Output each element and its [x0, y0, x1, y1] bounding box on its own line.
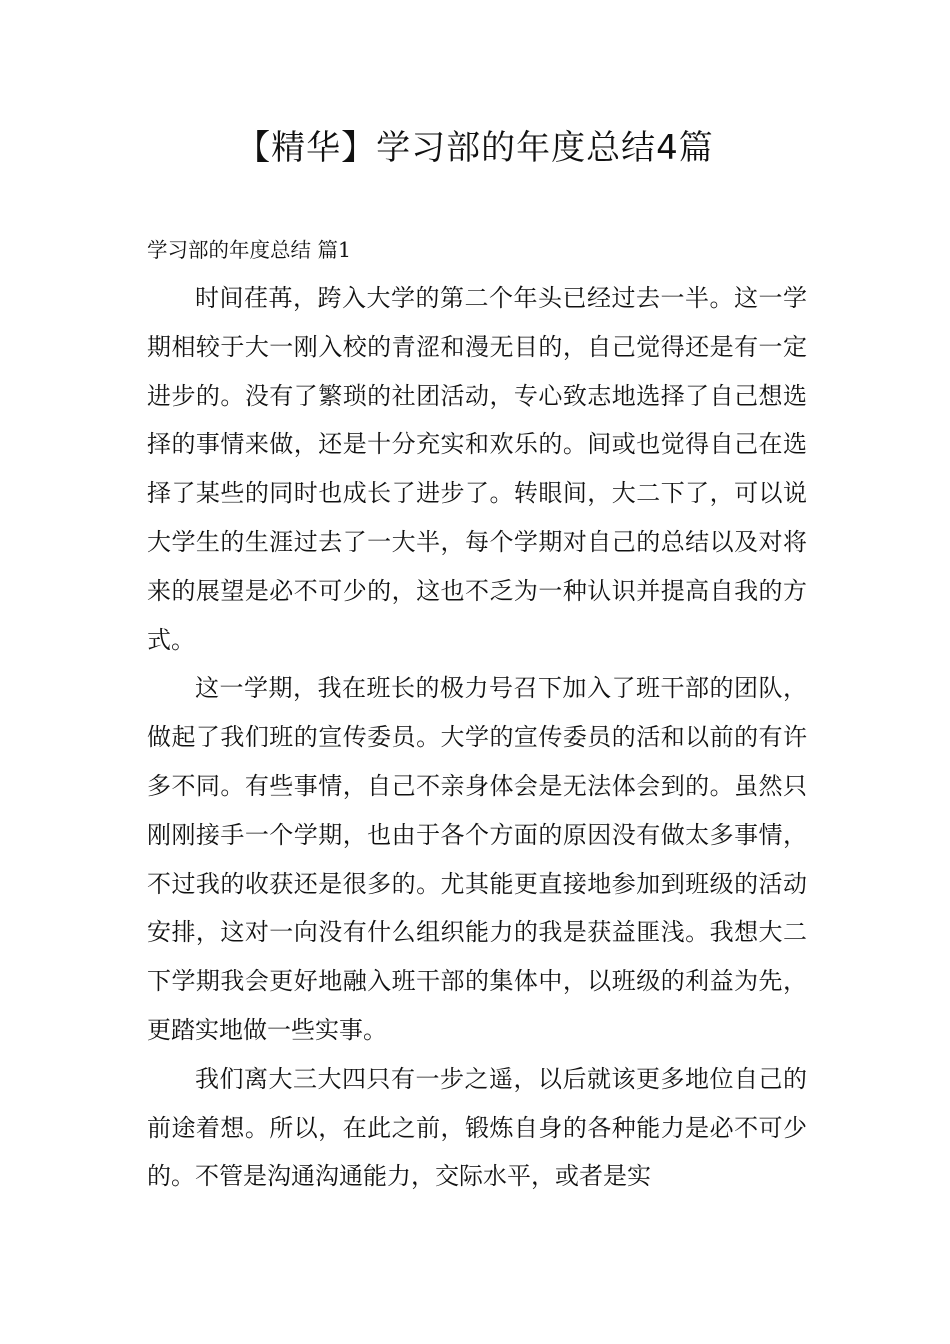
document-body: [147, 226, 807, 1201]
paragraph-1: 时间荏苒，跨入大学的第二个年头已经过去一半。这一学期相较于大一刚入校的青涩和漫无目的，自己觉得还是有一定进步的。没有了繁琐的社团活动，专心致志地选择了自己想选择的事情来做，还是十分充实和欢乐的。间或也觉得自己在选择了某些的同时也成长了进步了。转眼间，大二下了，可以说大学生的生涯过去了一大半，每个学期对自己的总结以及对将来的展望是必不可少的，这也不乏为一种认识并提高自我的方式。: [147, 284, 807, 654]
section-heading: 学习部的年度总结 篇1: [147, 238, 352, 262]
document-title: 【精华】学习部的年度总结4篇: [236, 128, 714, 168]
paragraph-2: 这一学期，我在班长的极力号召下加入了班干部的团队，做起了我们班的宣传委员。大学的宣传委员的活和以前的有许多不同。有些事情，自己不亲身体会是无法体会到的。虽然只刚刚接手一个学期，也由于各个方面的原因没有做太多事情，不过我的收获还是很多的。尤其能更直接地参加到班级的活动安排，这对一向没有什么组织能力的我是获益匪浅。我想大二下学期我会更好地融入班干部的集体中，以班级的利益为先，更踏实地做一些实事。: [147, 674, 807, 1044]
paragraph-3: 我们离大三大四只有一步之遥，以后就该更多地位自己的前途着想。所以，在此之前，锻炼自身的各种能力是必不可少的。不管是沟通沟通能力，交际水平，或者是实: [147, 1064, 807, 1191]
